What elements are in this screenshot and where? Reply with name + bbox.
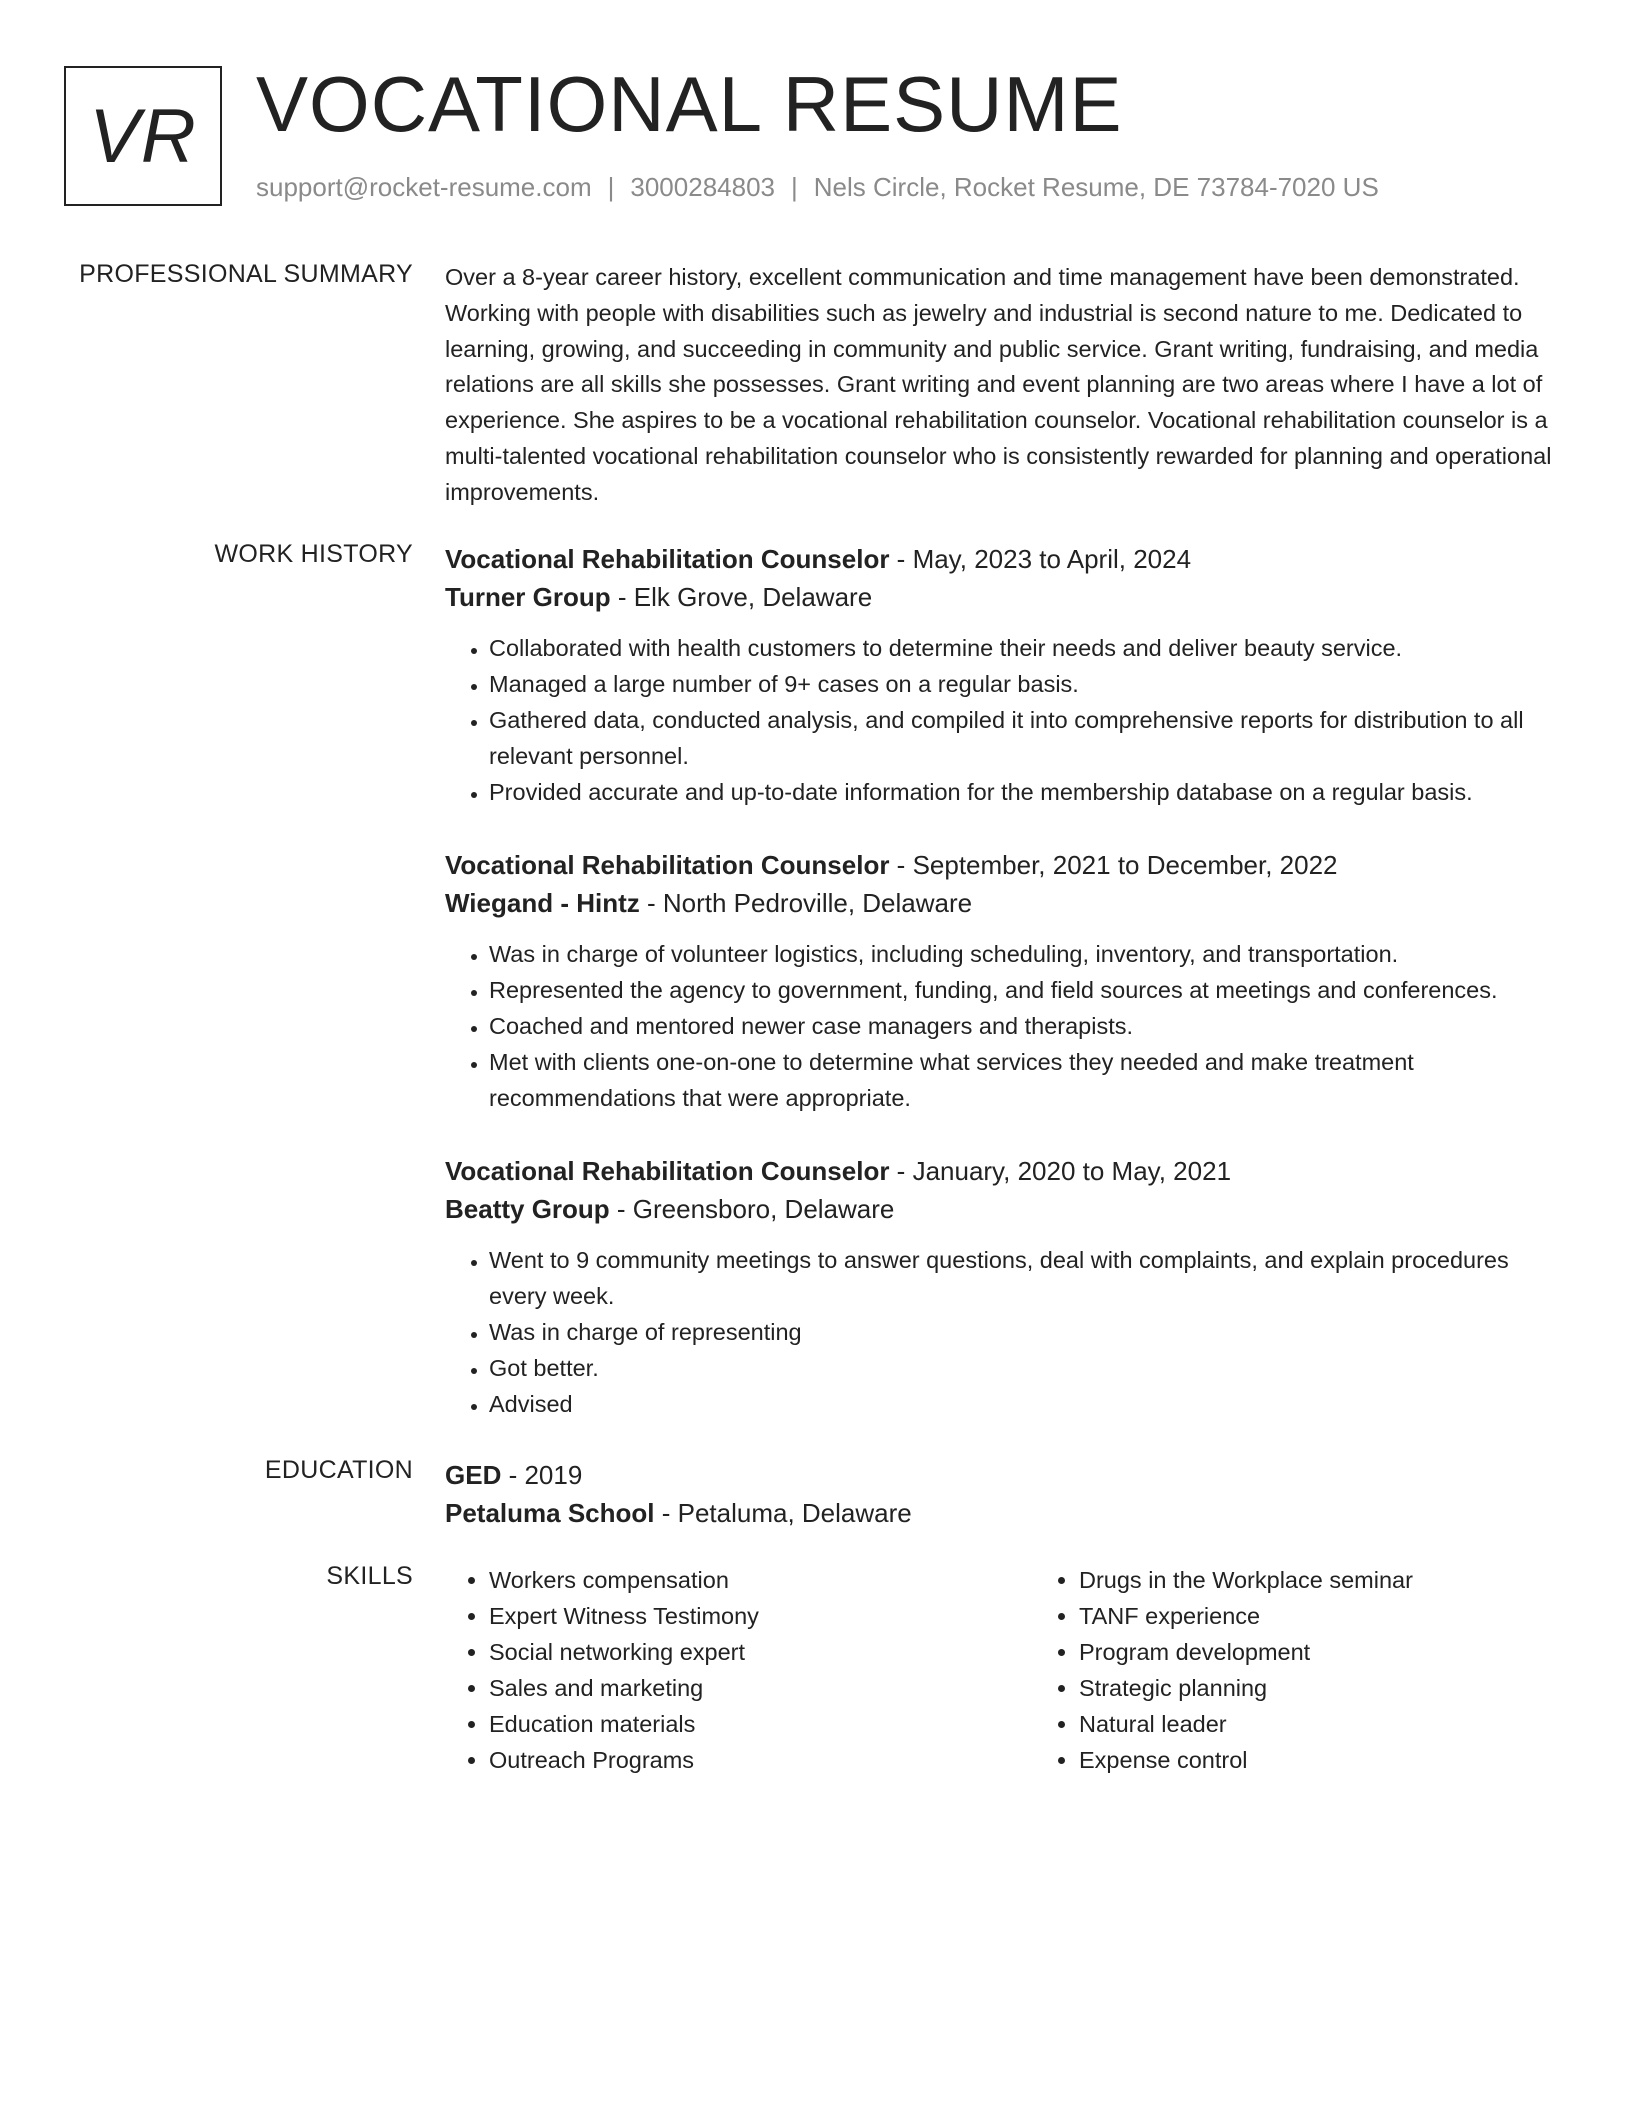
job-title-line: [445, 1152, 1565, 1190]
job-company: Beatty Group: [445, 1194, 610, 1224]
job-entry: [445, 1152, 1565, 1422]
job-bullet: • Got better.: [489, 1350, 1565, 1386]
skill-item: • Drugs in the Workplace seminar: [1079, 1562, 1413, 1598]
job-title: Vocational Rehabilitation Counselor: [445, 1156, 890, 1186]
skills-column-2: [1035, 1562, 1413, 1778]
job-bullet: • Advised: [489, 1386, 1565, 1422]
resume-header: [64, 60, 1572, 214]
education-school-line: [445, 1494, 1565, 1532]
skill-item: • Natural leader: [1079, 1706, 1413, 1742]
job-title: Vocational Rehabilitation Counselor: [445, 544, 890, 574]
dash: -: [654, 1498, 678, 1528]
job-bullet: • Was in charge of volunteer logistics, including scheduling, inventory, and transportation.: [489, 936, 1565, 972]
education-location: Petaluma, Delaware: [677, 1498, 912, 1528]
dash: -: [889, 544, 913, 574]
job-dates: January, 2020 to May, 2021: [912, 1156, 1232, 1186]
summary-label: PROFESSIONAL SUMMARY: [79, 260, 413, 288]
job-bullet: • Was in charge of representing: [489, 1314, 1565, 1350]
job-location: North Pedroville, Delaware: [662, 888, 973, 918]
contact-separator: |: [791, 172, 798, 202]
job-bullet: • Managed a large number of 9+ cases on a regular basis.: [489, 666, 1565, 702]
education-school: Petaluma School: [445, 1498, 655, 1528]
job-bullet: • Went to 9 community meetings to answer questions, deal with complaints, and explain procedures every week.: [489, 1242, 1565, 1314]
dash: -: [889, 1156, 913, 1186]
skills-column-1: [445, 1562, 1035, 1778]
contact-address: Nels Circle, Rocket Resume, DE 73784-7020 US: [813, 172, 1379, 202]
job-location: Elk Grove, Delaware: [633, 582, 873, 612]
job-dates: May, 2023 to April, 2024: [912, 544, 1192, 574]
job-entry: [445, 540, 1565, 810]
skill-item: • Education materials: [489, 1706, 1035, 1742]
skills-columns: [445, 1562, 1565, 1778]
skill-item: • TANF experience: [1079, 1598, 1413, 1634]
job-bullet: • Gathered data, conducted analysis, and compiled it into comprehensive reports for distribution to all relevant personnel.: [489, 702, 1565, 774]
dash: -: [609, 1194, 633, 1224]
job-bullets: [445, 630, 1565, 810]
education-label: EDUCATION: [264, 1456, 413, 1484]
education-degree: GED: [445, 1460, 502, 1490]
job-title-line: [445, 846, 1565, 884]
skill-item: • Social networking expert: [489, 1634, 1035, 1670]
work-history-label: WORK HISTORY: [214, 540, 413, 568]
skill-item: • Workers compensation: [489, 1562, 1035, 1598]
skill-item: • Expense control: [1079, 1742, 1413, 1778]
dash: -: [501, 1460, 525, 1490]
education-year: 2019: [524, 1460, 583, 1490]
skill-item: • Expert Witness Testimony: [489, 1598, 1035, 1634]
job-bullet: • Collaborated with health customers to determine their needs and deliver beauty service.: [489, 630, 1565, 666]
job-entry: [445, 846, 1565, 1116]
skill-item: • Strategic planning: [1079, 1670, 1413, 1706]
job-title: Vocational Rehabilitation Counselor: [445, 850, 890, 880]
contact-phone: 3000284803: [630, 172, 775, 202]
job-bullets: [445, 1242, 1565, 1422]
skills-label: SKILLS: [326, 1562, 413, 1590]
dash: -: [889, 850, 913, 880]
contact-line: [256, 172, 1379, 203]
education-degree-line: [445, 1456, 1565, 1494]
skill-item: • Sales and marketing: [489, 1670, 1035, 1706]
job-company: Turner Group: [445, 582, 611, 612]
job-bullet: • Met with clients one-on-one to determine what services they needed and make treatment recommendations that were appropriate.: [489, 1044, 1565, 1116]
skill-item: • Program development: [1079, 1634, 1413, 1670]
job-company: Wiegand - Hintz: [445, 888, 640, 918]
job-bullet: • Provided accurate and up-to-date information for the membership database on a regular basis.: [489, 774, 1565, 810]
job-bullet: • Coached and mentored newer case managers and therapists.: [489, 1008, 1565, 1044]
job-bullet: • Represented the agency to government, funding, and field sources at meetings and conferences.: [489, 972, 1565, 1008]
job-company-line: [445, 578, 1565, 616]
job-bullets: [445, 936, 1565, 1116]
dash: -: [639, 888, 663, 918]
jobs-list: [445, 540, 1565, 1458]
dash: -: [610, 582, 634, 612]
resume-name: VOCATIONAL RESUME: [256, 60, 1123, 148]
job-title-line: [445, 540, 1565, 578]
contact-separator: |: [607, 172, 615, 202]
job-company-line: [445, 1190, 1565, 1228]
job-location: Greensboro, Delaware: [632, 1194, 895, 1224]
skill-item: • Outreach Programs: [489, 1742, 1035, 1778]
summary-text: Over a 8-year career history, excellent communication and time management have been demonstrated. Working with people with disabilities such as jewelry and industrial is second nature to me. Dedicated to learning, growing, and succeeding in community and public service. Grant writing, fundraising, and media relations are all skills she possesses. Grant writing and event planning are two areas where I have a lot of experience. She aspires to be a vocational rehabilitation counselor. Vocational rehabilitation counselor is a multi-talented vocational rehabilitation counselor who is consistently rewarded for planning and operational improvements.: [445, 264, 1552, 505]
monogram-box: VR: [64, 66, 222, 206]
job-company-line: [445, 884, 1565, 922]
job-dates: September, 2021 to December, 2022: [912, 850, 1338, 880]
contact-email: support@rocket-resume.com: [256, 172, 592, 202]
